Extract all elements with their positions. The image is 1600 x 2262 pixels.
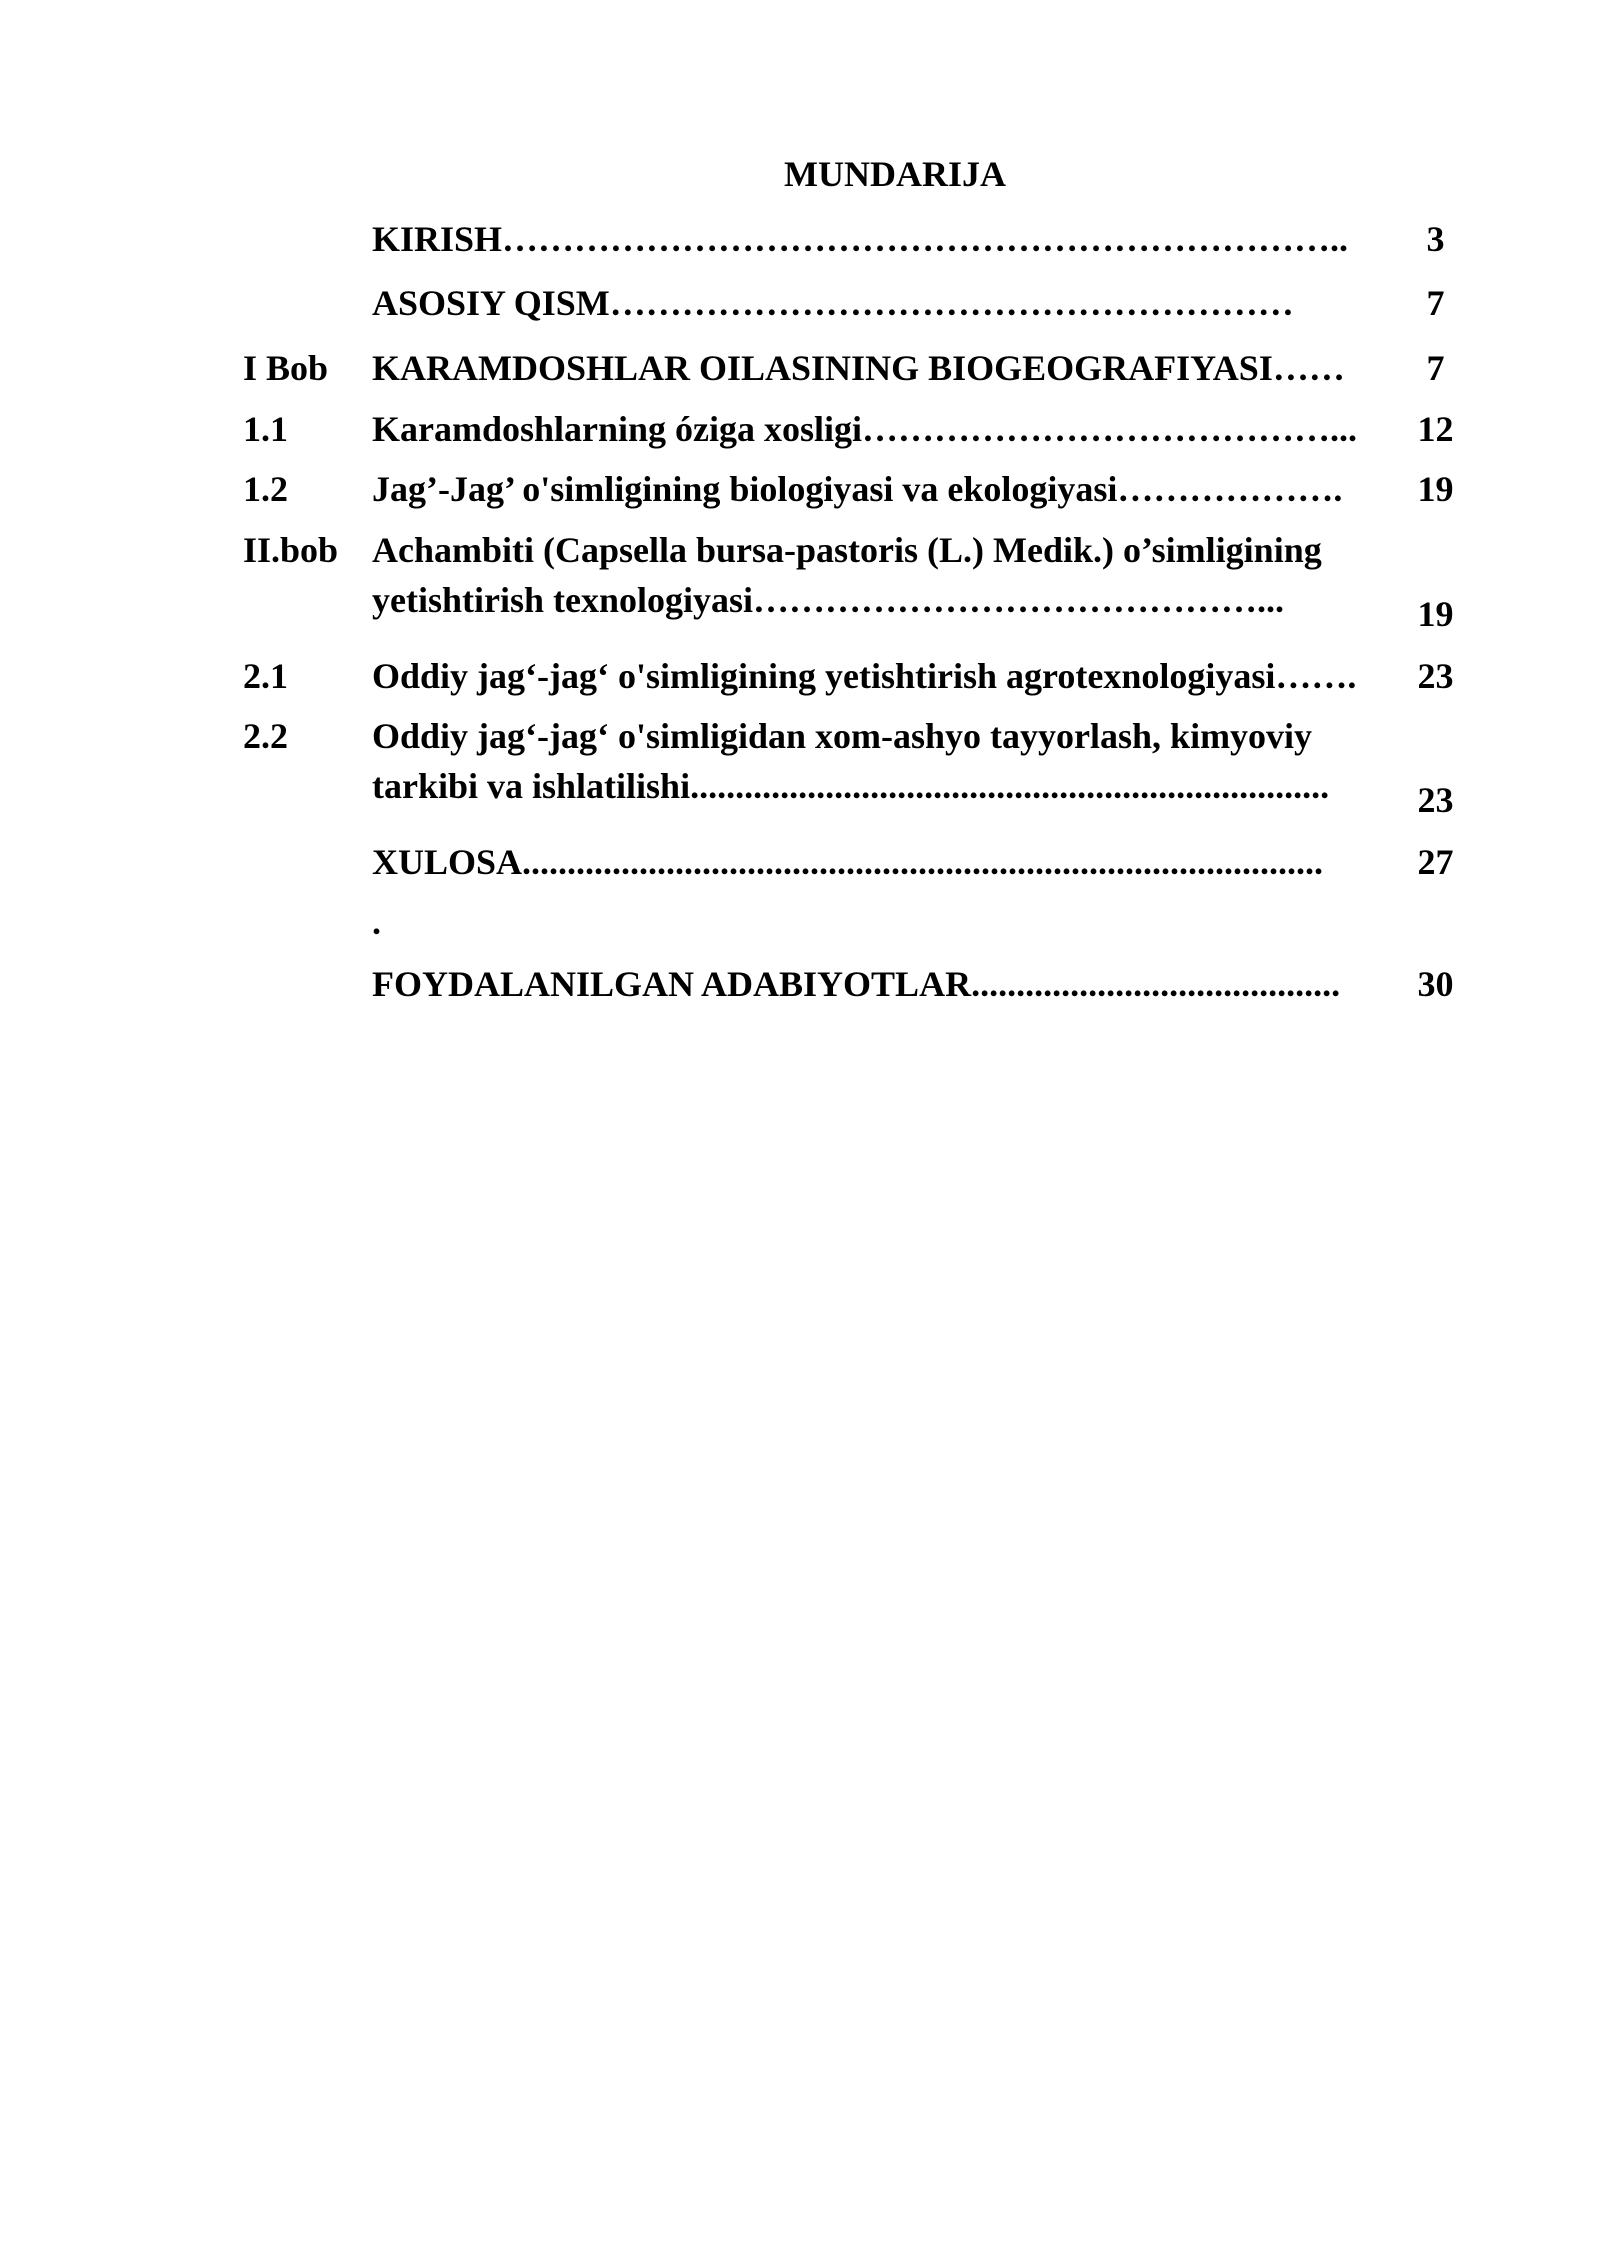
toc-entry-section-1-1: [243, 404, 1483, 464]
toc-entry-text: Karamdoshlarning óziga xosligi…………………………………...: [372, 409, 1358, 449]
toc-entry-number: 2.2: [243, 716, 288, 756]
toc-entry-text: ASOSIY QISM…………………………………………………: [372, 283, 1294, 323]
toc-entry-chapter-2: [243, 525, 1483, 651]
toc-entry-text-line-1: Oddiy jag‘-jag‘ o'simligidan xom-ashyo tayyorlash, kimyoviy: [372, 716, 1313, 756]
toc-entry-page: 30: [1417, 964, 1454, 1004]
toc-entry-page: 23: [1417, 780, 1454, 820]
toc-entry-text: Oddiy jag‘-jag‘ o'simligining yetishtirish agrotexnologiyasi…….: [372, 656, 1357, 696]
toc-entry-number: I Bob: [243, 348, 329, 388]
toc-entry-page: 12: [1417, 409, 1454, 449]
toc-entry-section-2-1: [243, 651, 1483, 711]
toc-entry-text: [372, 711, 1388, 811]
toc-entry-kirish: [243, 214, 1483, 278]
toc-entry-section-1-2: [243, 464, 1483, 525]
toc-entry-text: .: [372, 902, 381, 942]
toc-entry-text: Jag’-Jag’ o'simligining biologiyasi va ekologiyasi……………….: [372, 469, 1343, 509]
toc-entry-number: II.bob: [243, 530, 339, 570]
toc-entry-text-line-1: Achambiti (Capsella bursa-pastoris (L.) Medik.) o’simligining: [372, 530, 1322, 570]
toc-entry-chapter-1: [243, 343, 1483, 404]
toc-entry-text-line-2: yetishtirish texnologiyasi……………………………………...: [372, 580, 1285, 620]
toc-entry-asosiy-qism: [243, 278, 1483, 343]
toc-entry-page: 7: [1426, 348, 1445, 388]
toc-entry-page: 19: [1417, 594, 1454, 634]
toc-entry-page: 27: [1417, 842, 1454, 882]
toc-entry-text: XULOSA.........................................................................................: [372, 842, 1324, 882]
toc-entry-page: 19: [1417, 469, 1454, 509]
toc-entry-page: 3: [1426, 219, 1445, 259]
toc-entry-foydalanilgan-adabiyotlar: [243, 959, 1483, 1019]
toc-entry-text: FOYDALANILGAN ADABIYOTLAR.........................................: [372, 964, 1341, 1004]
toc-stray-dot-line: [243, 897, 1483, 959]
toc-entry-section-2-2: [243, 711, 1483, 837]
toc-entry-number: 2.1: [243, 656, 288, 696]
toc-entry-page: 7: [1426, 283, 1445, 323]
toc-entry-text: KARAMDOSHLAR OILASINING BIOGEOGRAFIYASI……: [372, 348, 1345, 388]
toc-entry-page: 23: [1417, 656, 1454, 696]
toc-entry-text: KIRISH……………………………………………………………..: [372, 219, 1349, 259]
toc-entry-number: 1.1: [243, 409, 288, 449]
toc-entry-text: [372, 525, 1388, 625]
toc-title: MUNDARIJA: [784, 154, 1006, 194]
table-of-contents: [243, 214, 1483, 1019]
toc-entry-number: 1.2: [243, 469, 288, 509]
toc-entry-xulosa: [243, 837, 1483, 897]
toc-entry-text-line-2: tarkibi va ishlatilishi.......................................................................: [372, 766, 1330, 806]
